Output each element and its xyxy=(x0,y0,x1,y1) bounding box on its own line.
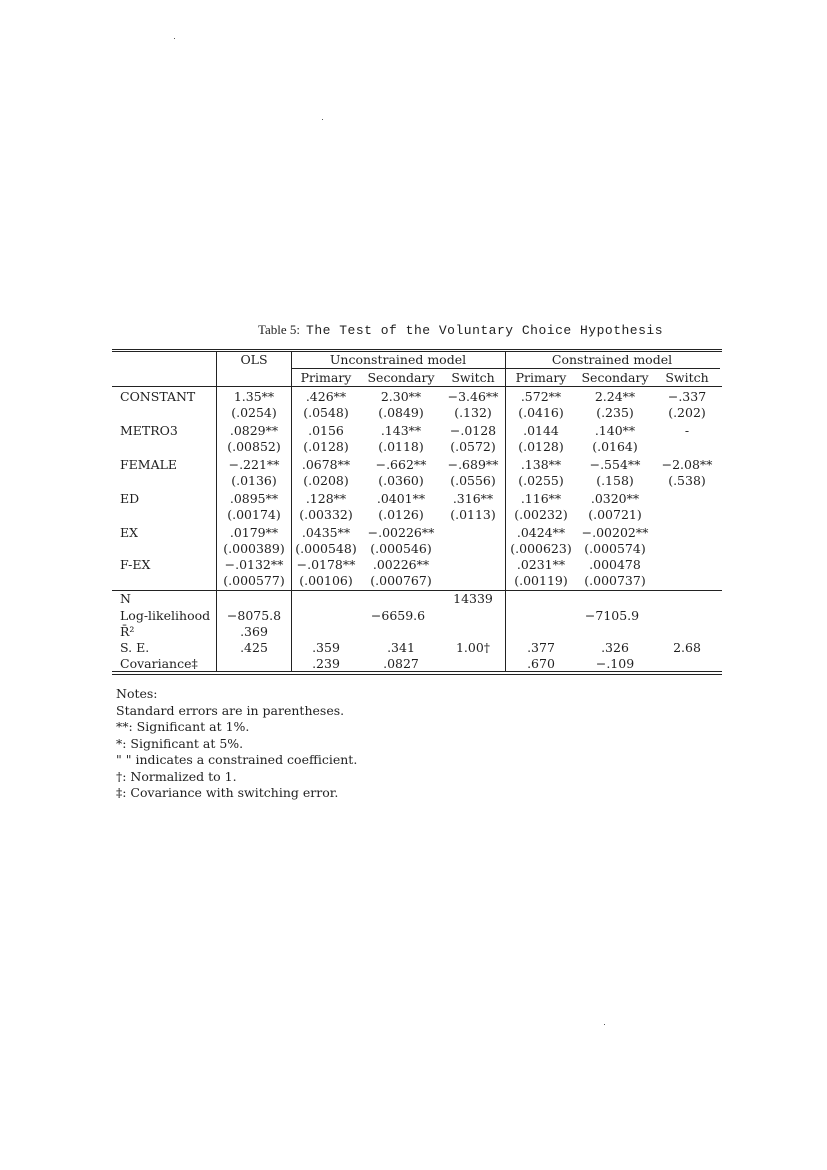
table-cell: −.554** xyxy=(589,457,641,472)
notes-line: Standard errors are in parentheses. xyxy=(116,702,345,718)
table-cell-se: (.0113) xyxy=(450,507,496,522)
stat-se-value: .341 xyxy=(387,640,415,655)
stat-loglik-constrained: −7105.9 xyxy=(584,608,640,623)
vrule-unconstrained-constrained xyxy=(505,351,506,671)
table-cell: .140** xyxy=(594,423,636,438)
table-cell-se: (.0126) xyxy=(378,507,424,522)
vrule-label-ols xyxy=(216,351,217,671)
table-cell: 2.30** xyxy=(380,389,422,404)
table-cell-se: (.0849) xyxy=(378,405,424,420)
table-cell: .572** xyxy=(520,389,562,404)
stat-n-value: 14339 xyxy=(453,591,493,606)
table-bottom-rule-2 xyxy=(112,674,722,675)
stat-se-value: .377 xyxy=(527,640,555,655)
table-cell: −.00202** xyxy=(581,525,649,540)
notes-line: ‡: Covariance with switching error. xyxy=(116,785,339,800)
table-cell-se: (.000767) xyxy=(370,573,432,588)
notes-line: **: Significant at 1%. xyxy=(116,719,250,734)
table-cell-se: (.0128) xyxy=(518,439,564,454)
table-cell: −.0128 xyxy=(449,423,497,438)
table-cell: .00226** xyxy=(372,557,430,572)
table-cell: .0829** xyxy=(229,423,279,438)
table-cell-se: (.000737) xyxy=(584,573,646,588)
row-label-ex: EX xyxy=(120,525,139,540)
table-cell-se: (.00721) xyxy=(588,507,642,522)
table-cell: −3.46** xyxy=(447,389,499,404)
table-cell-se: (.00852) xyxy=(227,439,281,454)
table-cell-se: (.000546) xyxy=(370,541,432,556)
table-cell: .316** xyxy=(452,491,494,506)
table-cell: −.00226** xyxy=(367,525,435,540)
table-cell-se: (.0136) xyxy=(231,473,277,488)
notes-line: " " indicates a constrained coefficient. xyxy=(116,752,358,767)
table-cell: 2.24** xyxy=(594,389,636,404)
table-cell: −.0132** xyxy=(224,557,284,572)
table-cell: .000478 xyxy=(589,557,641,572)
table-cell: −.0178** xyxy=(296,557,356,572)
stat-cov-value: .0827 xyxy=(383,656,419,671)
table-cell-se: (.000389) xyxy=(223,541,285,556)
table-cell-se: (.0164) xyxy=(592,439,638,454)
table-cell-se: (.0572) xyxy=(450,439,496,454)
table-cell: .0678** xyxy=(301,457,351,472)
table-cell: - xyxy=(684,423,690,438)
table-cell-se: (.000577) xyxy=(223,573,285,588)
constrained-group-rule xyxy=(506,368,720,369)
table-cell: .138** xyxy=(520,457,562,472)
table-cell: .0156 xyxy=(308,423,344,438)
table-cell: −.221** xyxy=(228,457,280,472)
table-cell-se: (.235) xyxy=(596,405,634,420)
subheader-u-switch: Switch xyxy=(451,370,495,385)
table-cell: 1.35** xyxy=(233,389,275,404)
table-cell: .0424** xyxy=(516,525,566,540)
header-ols: OLS xyxy=(240,352,268,367)
table-cell: .426** xyxy=(305,389,347,404)
stat-se-value: 2.68 xyxy=(673,640,701,655)
subheader-c-secondary: Secondary xyxy=(581,370,649,385)
notes-line: *: Significant at 5%. xyxy=(116,735,244,751)
stat-r2-ols: .369 xyxy=(240,624,268,639)
subheader-c-primary: Primary xyxy=(515,370,567,385)
table-cell-se: (.0360) xyxy=(378,473,424,488)
stat-label-n: N xyxy=(120,591,131,606)
table-cell-se: (.0556) xyxy=(450,473,496,488)
stat-label-r2: R̄² xyxy=(120,624,135,639)
table-cell-se: (.0254) xyxy=(231,405,277,420)
table-cell-se: (.000623) xyxy=(510,541,572,556)
table-cell-se: (.00232) xyxy=(514,507,568,522)
table-cell: −2.08** xyxy=(661,457,713,472)
stat-cov-value: .670 xyxy=(527,656,555,671)
stat-loglik-ols: −8075.8 xyxy=(226,608,282,623)
table-cell-se: (.00332) xyxy=(299,507,353,522)
table-caption-title: The Test of the Voluntary Choice Hypothesis xyxy=(306,323,664,338)
table-cell: .143** xyxy=(380,423,422,438)
table-cell-se: (.000548) xyxy=(295,541,357,556)
table-cell-se: (.538) xyxy=(668,473,706,488)
table-cell: −.689** xyxy=(447,457,499,472)
table-cell-se: (.0416) xyxy=(518,405,564,420)
stat-se-value: .425 xyxy=(240,640,268,655)
table-caption-label: Table 5: xyxy=(258,322,301,337)
table-cell: .0179** xyxy=(229,525,279,540)
stat-se-value: .326 xyxy=(601,640,629,655)
subheader-u-primary: Primary xyxy=(300,370,352,385)
subheader-u-secondary: Secondary xyxy=(367,370,435,385)
table-cell-se: (.000574) xyxy=(584,541,646,556)
header-unconstrained: Unconstrained model xyxy=(329,352,467,367)
scan-speck xyxy=(322,119,323,120)
stat-label-loglik: Log-likelihood xyxy=(120,608,211,623)
table-cell: .0401** xyxy=(376,491,426,506)
table-cell: .0435** xyxy=(301,525,351,540)
table-cell-se: (.0255) xyxy=(518,473,564,488)
row-label-metro3: METRO3 xyxy=(120,423,178,438)
table-cell: .0144 xyxy=(523,423,559,438)
table-cell-se: (.00174) xyxy=(227,507,281,522)
table-cell-se: (.202) xyxy=(668,405,706,420)
table-cell: .128** xyxy=(305,491,347,506)
stat-cov-value: .239 xyxy=(312,656,340,671)
table-cell-se: (.0548) xyxy=(303,405,349,420)
table-cell-se: (.0128) xyxy=(303,439,349,454)
table-notes xyxy=(116,686,357,802)
row-label-ed: ED xyxy=(120,491,140,506)
unconstrained-group-rule xyxy=(292,368,505,369)
notes-line: †: Normalized to 1. xyxy=(116,768,237,784)
stats-rule xyxy=(112,590,722,591)
table-cell-se: (.0118) xyxy=(378,439,424,454)
vrule-ols-unconstrained xyxy=(291,351,292,671)
table-top-rule xyxy=(112,349,722,350)
table-cell: .116** xyxy=(520,491,562,506)
table-cell-se: (.0208) xyxy=(303,473,349,488)
header-constrained: Constrained model xyxy=(551,352,673,367)
row-label-female: FEMALE xyxy=(120,457,178,472)
notes-heading: Notes: xyxy=(116,686,158,701)
stat-cov-value: −.109 xyxy=(595,656,635,671)
table-cell-se: (.00119) xyxy=(514,573,568,588)
stat-label-se: S. E. xyxy=(120,640,150,655)
stat-se-value: .359 xyxy=(312,640,340,655)
scan-speck xyxy=(174,38,175,39)
row-label-constant: CONSTANT xyxy=(120,389,196,404)
table-cell: −.337 xyxy=(667,389,707,404)
scan-speck xyxy=(604,1024,605,1025)
table-cell-se: (.00106) xyxy=(299,573,353,588)
table-caption xyxy=(258,322,663,338)
table-cell: −.662** xyxy=(375,457,427,472)
table-cell-se: (.158) xyxy=(596,473,634,488)
table-cell: .0231** xyxy=(516,557,566,572)
table-cell: .0320** xyxy=(590,491,640,506)
header-rule xyxy=(112,386,722,387)
row-label-f-ex: F-EX xyxy=(120,557,151,572)
results-table xyxy=(112,349,722,677)
table-cell: .0895** xyxy=(229,491,279,506)
stat-label-covariance: Covariance‡ xyxy=(120,656,198,671)
subheader-c-switch: Switch xyxy=(665,370,709,385)
stat-se-value: 1.00† xyxy=(455,640,491,655)
table-cell-se: (.132) xyxy=(454,405,492,420)
stat-loglik-unconstrained: −6659.6 xyxy=(370,608,426,623)
